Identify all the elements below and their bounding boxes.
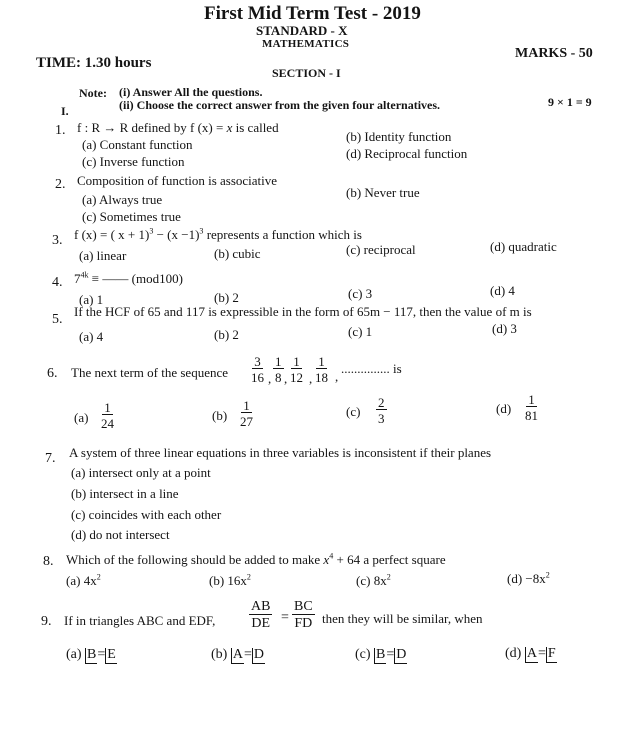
q8-option-d: [507, 572, 550, 585]
q6-option-b-numerator: 1: [243, 398, 250, 413]
q9-equals-sign: =: [281, 610, 289, 625]
q1-number: 1.: [55, 123, 66, 138]
q1-stem-part-a: f : R → R defined by f (x) =: [77, 120, 224, 135]
q4-stem-text: ≡ —— (mod100): [88, 271, 183, 286]
q6-term-3-numerator: 1: [293, 354, 300, 369]
q6-stem: The next term of the sequence: [71, 365, 229, 380]
q8-variable: x: [323, 552, 330, 567]
q8-option-d-value: −8x: [525, 571, 546, 586]
q1-option-a: (a) Constant function: [82, 137, 193, 152]
q6-term-2-numerator: 1: [275, 354, 282, 369]
q9-stem-part-a: If in triangles ABC and EDF,: [64, 613, 216, 628]
standard-label: STANDARD - X: [256, 23, 348, 38]
q6-sequence-term-3: [290, 355, 303, 384]
marks-label: MARKS - 50: [515, 46, 593, 61]
q6-term-1-denominator: 16: [251, 370, 264, 385]
q9-option-b-angle-left: A: [232, 647, 243, 662]
q3-option-d: (d) quadratic: [490, 239, 557, 254]
q6-sequence-term-1: [251, 355, 264, 384]
q6-term-4-denominator: 18: [315, 370, 328, 385]
q1-stem-variable: x: [226, 120, 233, 135]
q8-option-c: [356, 574, 391, 587]
q7-option-c: (c) coincides with each other: [71, 507, 222, 522]
q3-number: 3.: [52, 233, 63, 248]
q9-fraction-2-numerator: BC: [294, 599, 313, 614]
q8-number: 8.: [43, 554, 54, 569]
q9-stem-part-b: then they will be similar, when: [322, 611, 483, 626]
q8-stem-part-b: + 64 a perfect square: [333, 552, 446, 567]
q3-stem-part-b: − (x −1): [153, 227, 200, 242]
q3-exponent-1: 3: [149, 226, 154, 236]
q6-stem-tail: ............... is: [341, 361, 402, 376]
q9-option-c-equals: =: [386, 647, 395, 662]
q8-option-b-label: (b): [209, 573, 225, 588]
q5-option-c: (c) 1: [348, 324, 373, 339]
q4-option-c: (c) 3: [348, 286, 373, 301]
q1-stem: [77, 121, 279, 134]
q9-option-a: [66, 648, 117, 664]
q6-term-1-numerator: 3: [254, 354, 261, 369]
q3-exponent-2: 3: [199, 226, 204, 236]
q8-option-c-value: 8x: [373, 573, 387, 588]
q6-option-d-label: (d): [496, 401, 512, 416]
q4-number: 4.: [52, 275, 63, 290]
q7-option-a: (a) intersect only at a point: [71, 465, 211, 480]
q9-fraction-ab-de: [249, 600, 272, 631]
q9-option-b-angle-right: D: [253, 647, 264, 662]
q8-option-a: [66, 574, 101, 587]
q9-option-d: [505, 647, 557, 663]
q4-option-a: (a) 1: [79, 292, 104, 307]
q4-option-d: (d) 4: [490, 283, 515, 298]
q2-number: 2.: [55, 177, 66, 192]
q6-sequence-term-4: [315, 355, 328, 384]
q6-option-a-numerator: 1: [104, 400, 111, 415]
q3-option-a: (a) linear: [79, 248, 127, 263]
q8-option-d-exponent: 2: [545, 570, 550, 580]
q9-fraction-bc-fd: [292, 600, 315, 631]
q1-option-d: (d) Reciprocal function: [346, 146, 468, 161]
note-label: Note:: [79, 86, 107, 100]
q6-term-3-denominator: 12: [290, 370, 303, 385]
q9-option-d-equals: =: [537, 646, 546, 661]
q6-option-c-label: (c): [346, 404, 361, 419]
note-line-2: (ii) Choose the correct answer from the given four alternatives.: [119, 98, 441, 112]
q8-exponent: 4: [329, 551, 334, 561]
q6-term-4-numerator: 1: [318, 354, 325, 369]
q4-stem: [74, 272, 183, 285]
note-line-1: (i) Answer All the questions.: [119, 85, 263, 99]
q8-option-a-value: 4x: [83, 573, 97, 588]
q5-option-b: (b) 2: [214, 327, 239, 342]
q9-fraction-2-denominator: FD: [294, 616, 313, 631]
q7-option-b: (b) intersect in a line: [71, 486, 179, 501]
q6-sequence-term-2: [273, 355, 284, 384]
q9-option-b-label: (b): [211, 647, 228, 662]
q8-option-b-value: 16x: [227, 573, 247, 588]
q3-stem-part-a: f (x) = ( x + 1): [74, 227, 150, 242]
q9-option-d-label: (d): [505, 646, 522, 661]
q6-option-c-denominator: 3: [378, 411, 385, 426]
q3-option-b: (b) cubic: [214, 246, 261, 261]
q9-option-c-angle-left: B: [376, 647, 386, 662]
q6-comma-4: ,: [335, 369, 339, 384]
q6-option-b-denominator: 27: [240, 414, 253, 429]
q8-option-c-label: (c): [356, 573, 371, 588]
q2-option-b: (b) Never true: [346, 185, 420, 200]
q4-base: 7: [74, 271, 81, 286]
q6-option-a-denominator: 24: [101, 416, 114, 431]
q9-option-a-angle-left: B: [87, 647, 97, 662]
q8-option-b: [209, 574, 251, 587]
part-label: I.: [61, 104, 69, 118]
q1-stem-part-b: is called: [235, 120, 279, 135]
q8-option-d-label: (d): [507, 571, 523, 586]
q6-number: 6.: [47, 366, 58, 381]
marks-scheme: 9 × 1 = 9: [548, 95, 592, 109]
q9-option-c-label: (c): [355, 647, 371, 662]
q9-number: 9.: [41, 614, 52, 629]
q9-option-b: [211, 648, 265, 664]
q8-option-a-label: (a): [66, 573, 81, 588]
q6-option-b-fraction: [240, 399, 253, 428]
q2-option-c: (c) Sometimes true: [82, 209, 181, 224]
q5-stem: If the HCF of 65 and 117 is expressible in the form of 65m − 117, then the value of m is: [74, 304, 532, 319]
q6-option-d-denominator: 81: [525, 408, 538, 423]
q9-option-a-equals: =: [97, 647, 106, 662]
q6-comma-2: ,: [284, 371, 288, 386]
exam-title: First Mid Term Test - 2019: [204, 3, 421, 24]
q6-comma-1: ,: [268, 371, 272, 386]
q7-option-d: (d) do not intersect: [71, 527, 170, 542]
subject-label: MATHEMATICS: [262, 38, 350, 50]
q8-stem-part-a: Which of the following should be added to make: [66, 552, 321, 567]
q7-stem: A system of three linear equations in three variables is inconsistent if their planes: [69, 445, 492, 460]
q2-option-a: (a) Always true: [82, 192, 163, 207]
q5-option-d: (d) 3: [492, 321, 517, 336]
time-label: TIME: 1.30 hours: [36, 55, 152, 71]
q6-option-c-numerator: 2: [378, 395, 385, 410]
q6-option-d-fraction: [525, 393, 538, 422]
q6-option-b-label: (b): [212, 408, 228, 423]
q3-stem-part-c: represents a function which is: [203, 227, 362, 242]
q3-option-c: (c) reciprocal: [346, 242, 416, 257]
q8-stem: [66, 553, 446, 566]
q6-term-2-denominator: 8: [275, 370, 282, 385]
q1-option-c: (c) Inverse function: [82, 154, 185, 169]
q9-option-d-angle-left: A: [526, 646, 537, 661]
q2-stem: Composition of function is associative: [77, 173, 278, 188]
q3-stem: [74, 228, 362, 241]
q9-fraction-1-denominator: DE: [251, 616, 271, 631]
q6-option-a-label: (a): [74, 410, 89, 425]
q5-number: 5.: [52, 312, 63, 327]
q6-option-a-fraction: [101, 401, 114, 430]
q9-fraction-1-numerator: AB: [251, 599, 271, 614]
q9-option-c-angle-right: D: [396, 647, 407, 662]
q7-number: 7.: [45, 451, 56, 466]
q9-option-c: [355, 648, 407, 664]
q4-option-b: (b) 2: [214, 290, 239, 305]
q8-option-b-exponent: 2: [246, 572, 251, 582]
q1-option-b: (b) Identity function: [346, 129, 452, 144]
q9-option-a-label: (a): [66, 647, 82, 662]
q5-option-a: (a) 4: [79, 329, 104, 344]
q8-option-a-exponent: 2: [96, 572, 101, 582]
q9-option-d-angle-right: F: [547, 646, 556, 661]
q6-comma-3: ,: [309, 371, 313, 386]
q8-option-c-exponent: 2: [386, 572, 391, 582]
q9-option-a-angle-right: E: [107, 647, 116, 662]
q9-option-b-equals: =: [243, 647, 252, 662]
section-heading: SECTION - I: [272, 66, 341, 80]
q4-exponent: 4k: [80, 270, 89, 280]
q6-option-c-fraction: [376, 396, 387, 425]
q6-option-d-numerator: 1: [528, 392, 535, 407]
